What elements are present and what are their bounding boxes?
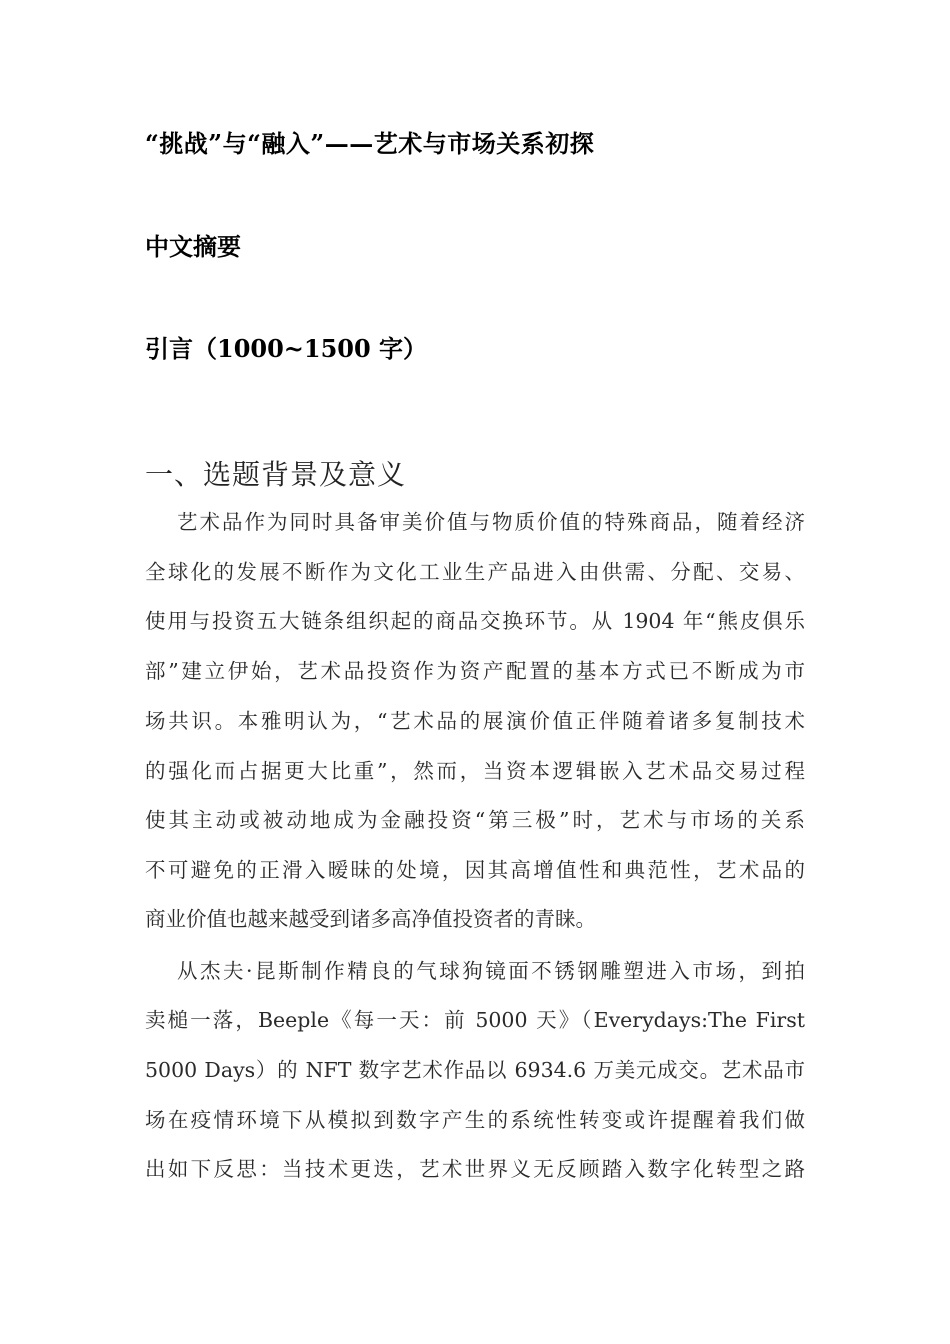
document-title: “挑战”与“融入”——艺术与市场关系初探 [145,129,595,158]
intro-heading: 引言（1000~1500 字） [145,334,428,363]
paragraph-1-line: 使用与投资五大链条组织起的商品交换环节。从 1904 年“熊皮俱乐 [145,609,805,633]
paragraph-1-line: 部”建立伊始，艺术品投资作为资产配置的基本方式已不断成为市 [145,659,805,683]
paragraph-2-line: 出如下反思：当技术更迭，艺术世界义无反顾踏入数字化转型之路 [145,1157,805,1181]
paragraph-2-line: 5000 Days）的 NFT 数字艺术作品以 6934.6 万美元成交。艺术品市 [145,1058,805,1082]
abstract-heading: 中文摘要 [145,232,241,261]
paragraph-1-line: 使其主动或被动地成为金融投资“第三极”时，艺术与市场的关系 [145,808,805,832]
paragraph-1-line: 不可避免的正滑入暧昧的处境，因其高增值性和典范性，艺术品的 [145,858,805,882]
paragraph-2-line: 从杰夫·昆斯制作精良的气球狗镜面不锈钢雕塑进入市场，到拍 [177,959,805,983]
paragraph-1-line: 全球化的发展不断作为文化工业生产品进入由供需、分配、交易、 [145,560,805,584]
paragraph-1-line: 场共识。本雅明认为，“艺术品的展演价值正伴随着诸多复制技术 [145,709,805,733]
paragraph-1-line: 艺术品作为同时具备审美价值与物质价值的特殊商品，随着经济 [177,510,805,534]
paragraph-2-line: 场在疫情环境下从模拟到数字产生的系统性转变或许提醒着我们做 [145,1108,805,1132]
paragraph-2-line: 卖槌一落，Beeple《每一天：前 5000 天》（Everydays:The First [145,1008,805,1032]
section-heading-background: 一、选题背景及意义 [145,458,407,491]
paragraph-1-line: 商业价值也越来越受到诸多高净值投资者的青睐。 [145,907,596,931]
paragraph-1-line: 的强化而占据更大比重”，然而，当资本逻辑嵌入艺术品交易过程 [145,759,805,783]
